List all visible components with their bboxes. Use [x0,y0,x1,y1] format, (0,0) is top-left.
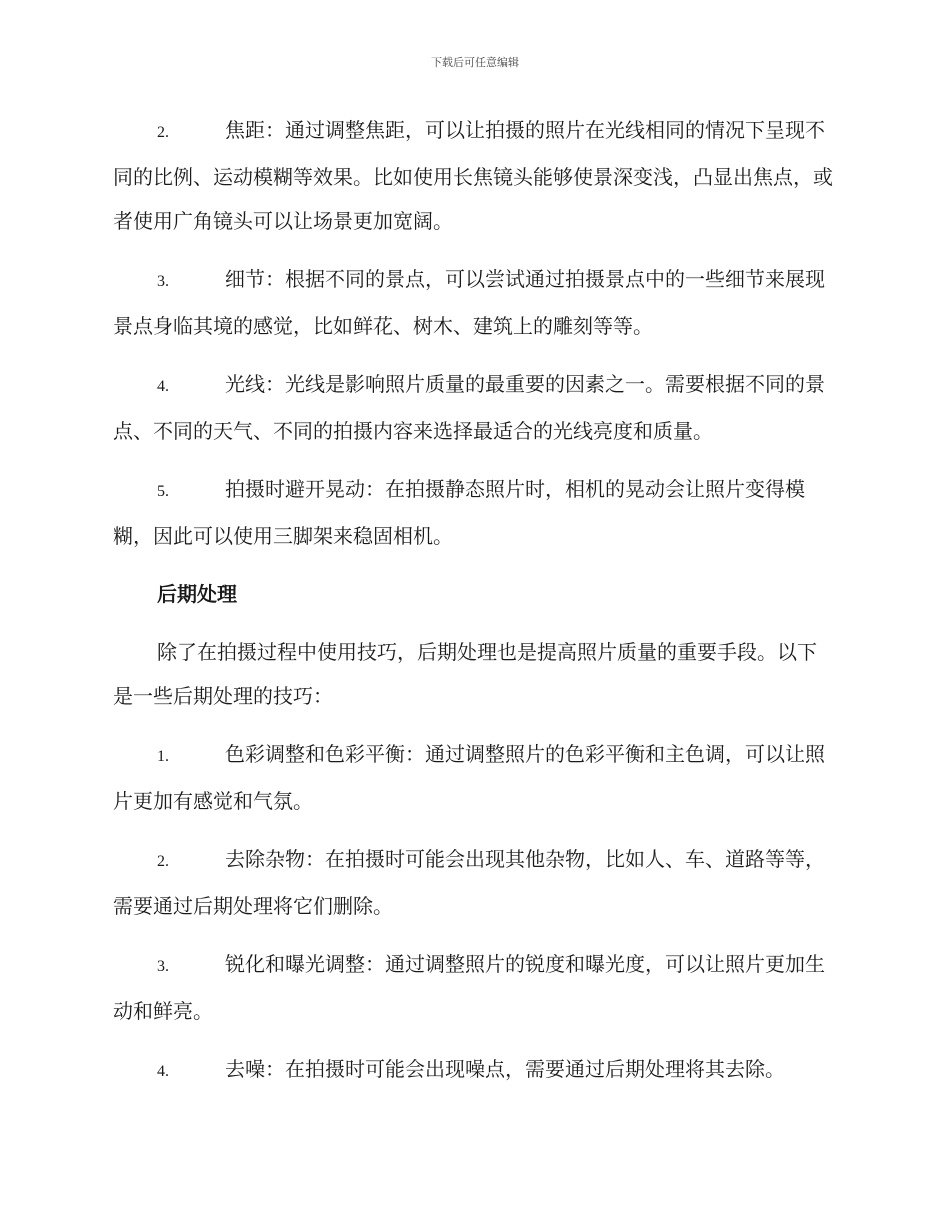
list-text: 焦距：通过调整焦距，可以让拍摄的照片在光线相同的情况下呈现不同的比例、运动模糊等效果。比如使用长焦镜头能够使景深变浅，凸显出焦点，或者使用广角镜头可以让场景更加宽阔。 [113,118,833,233]
list-text: 拍摄时避开晃动：在拍摄静态照片时，相机的晃动会让照片变得模糊，因此可以使用三脚架来稳固相机。 [113,477,805,548]
page-header: 下载后可任意编辑 [431,56,519,69]
list-item [113,362,835,453]
list-number: 5. [157,483,169,500]
list-item [113,467,835,558]
list-item [113,837,835,928]
list-text: 去噪：在拍摄时可能会出现噪点，需要通过后期处理将其去除。 [225,1057,785,1081]
document-body [113,108,835,1108]
list-item [113,732,835,823]
list-number: 3. [157,958,169,975]
list-number: 3. [157,273,169,290]
list-number: 2. [157,853,169,870]
list-item [113,942,835,1033]
list-item [113,108,835,243]
list-item [113,257,835,348]
list-text: 细节：根据不同的景点，可以尝试通过拍摄景点中的一些细节来展现景点身临其境的感觉，比如鲜花、树木、建筑上的雕刻等等。 [113,267,825,338]
list-text: 光线：光线是影响照片质量的最重要的因素之一。需要根据不同的景点、不同的天气、不同的拍摄内容来选择最适合的光线亮度和质量。 [113,372,825,443]
list-item [113,1047,835,1094]
section-heading: 后期处理 [157,582,237,606]
intro-paragraph: 除了在拍摄过程中使用技巧，后期处理也是提高照片质量的重要手段。以下是一些后期处理的技巧： [113,640,817,708]
list-text: 去除杂物：在拍摄时可能会出现其他杂物，比如人、车、道路等等，需要通过后期处理将它们删除。 [113,847,825,918]
list-number: 4. [157,1063,169,1080]
list-number: 4. [157,378,169,395]
list-number: 1. [157,748,169,765]
list-number: 2. [157,124,169,141]
list-text: 色彩调整和色彩平衡：通过调整照片的色彩平衡和主色调，可以让照片更加有感觉和气氛。 [113,742,825,813]
list-text: 锐化和曝光调整：通过调整照片的锐度和曝光度，可以让照片更加生动和鲜亮。 [113,952,825,1023]
